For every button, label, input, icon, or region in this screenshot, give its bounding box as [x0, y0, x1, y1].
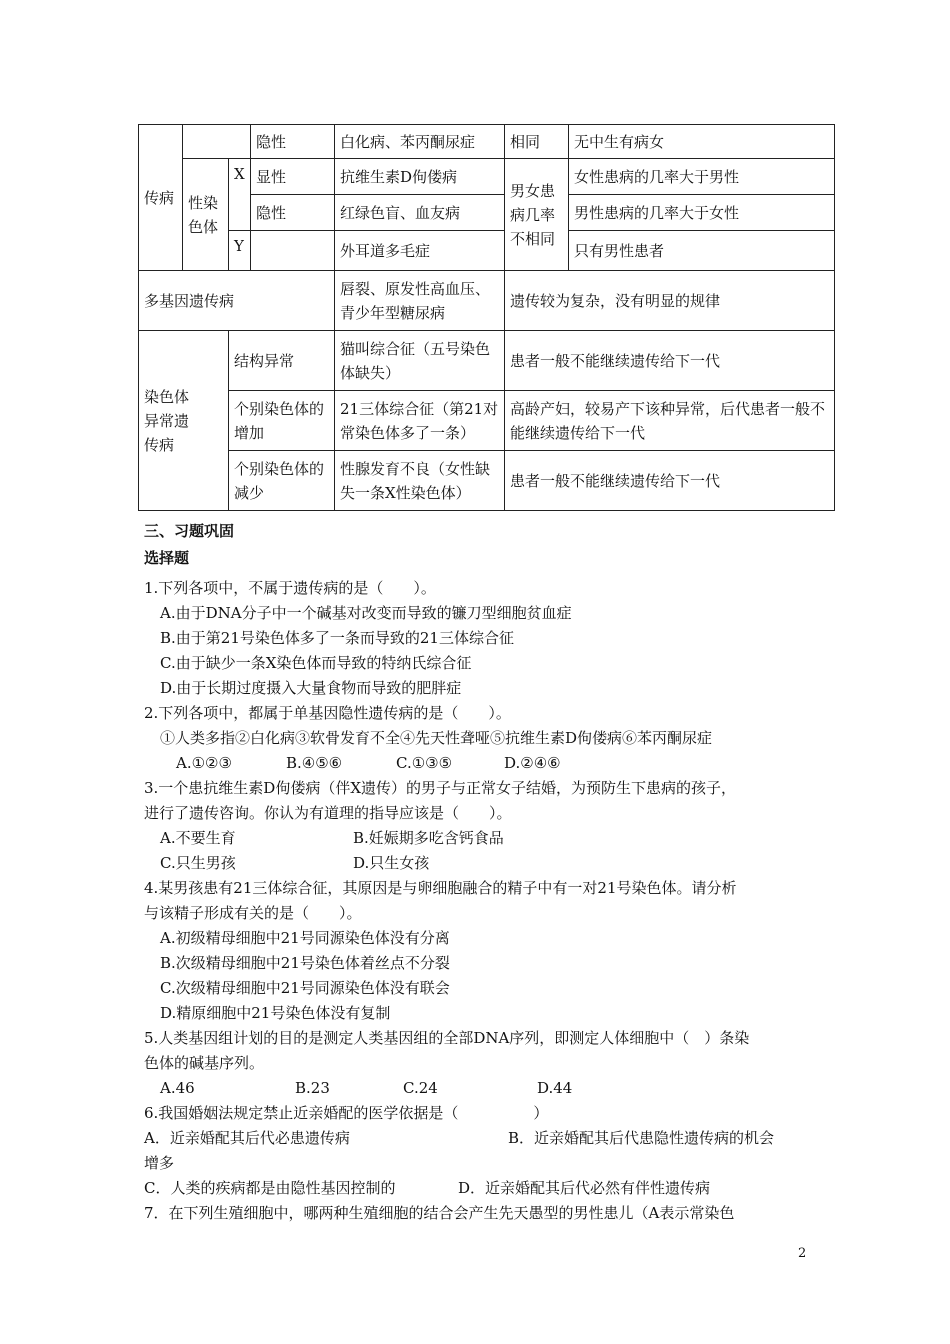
subsection-title: 选择题 — [144, 549, 190, 567]
exercise-line: C.次级精母细胞中21号同源染色体没有联会 — [160, 979, 450, 997]
page-number: 2 — [798, 1246, 807, 1261]
recessive-label: 隐性 — [251, 125, 335, 159]
exercise-line: B.妊娠期多吃含钙食品 — [353, 829, 504, 847]
exercise-line: 进行了遗传咨询。你认为有道理的指导应该是（ ）。 — [144, 804, 512, 822]
exercise-line: D.只生女孩 — [353, 854, 430, 872]
x-recessive-examples: 红绿色盲、血友病 — [335, 195, 505, 231]
exercise-line: C.由于缺少一条X染色体而导致的特纳氏综合征 — [160, 654, 472, 672]
y-examples: 外耳道多毛症 — [335, 231, 505, 271]
exercise-line: 与该精子形成有关的是（ ）。 — [144, 904, 362, 922]
exercise-line: D.由于长期过度摄入大量食物而导致的肥胖症 — [160, 679, 462, 697]
y-label: Y — [229, 231, 251, 271]
mono-group-label: 传病 — [139, 125, 183, 271]
section-title: 三、习题巩固 — [144, 522, 235, 540]
exercise-line: A.由于DNA分子中一个碱基对改变而导致的镰刀型细胞贫血症 — [160, 604, 572, 622]
poly-label: 多基因遗传病 — [139, 271, 335, 331]
exercise-line: C.24 — [403, 1079, 438, 1097]
chrom-example-0: 猫叫综合征（五号染色体缺失） — [335, 331, 505, 391]
exercise-line: A.46 — [160, 1079, 195, 1097]
genetic-disease-table — [138, 124, 835, 511]
dominant-examples: 抗维生素D佝偻病 — [335, 159, 505, 195]
exercise-line: C.①③⑤ — [396, 754, 453, 772]
exercise-line: 3.一个患抗维生素D佝偻病（伴X遗传）的男子与正常女子结婚，为预防生下患病的孩子， — [144, 779, 737, 797]
poly-note: 遗传较为复杂，没有明显的规律 — [505, 271, 835, 331]
exercise-line: 7．在下列生殖细胞中，哪两种生殖细胞的结合会产生先天愚型的男性患儿（A表示常染色 — [144, 1204, 735, 1222]
chrom-type-1: 个别染色体的增加 — [229, 391, 335, 451]
exercise-line: ①人类多指②白化病③软骨发育不全④先天性聋哑⑤抗维生素D佝偻病⑥苯丙酮尿症 — [160, 729, 713, 747]
chrom-note-0: 患者一般不能继续遗传给下一代 — [505, 331, 835, 391]
exercise-line: 色体的碱基序列。 — [144, 1054, 265, 1072]
exercise-line: 2.下列各项中，都属于单基因隐性遗传病的是（ ）。 — [144, 704, 511, 722]
chrom-type-0: 结构异常 — [229, 331, 335, 391]
autosome-cell — [183, 125, 251, 159]
dominant-note: 女性患病的几率大于男性 — [569, 159, 835, 195]
exercise-line: D.44 — [537, 1079, 573, 1097]
poly-examples: 唇裂、原发性高血压、青少年型糖尿病 — [335, 271, 505, 331]
exercise-line: A.不要生育 — [160, 829, 236, 847]
recessive-examples: 白化病、苯丙酮尿症 — [335, 125, 505, 159]
exercise-line: 4.某男孩患有21三体综合征，其原因是与卵细胞融合的精子中有一对21号染色体。请分析 — [144, 879, 737, 897]
exercise-line: A.初级精母细胞中21号同源染色体没有分离 — [160, 929, 450, 947]
exercise-line: C．人类的疾病都是由隐性基因控制的 — [144, 1179, 396, 1197]
exercise-line: D.②④⑥ — [504, 754, 561, 772]
exercise-line: C.只生男孩 — [160, 854, 236, 872]
chrom-type-2: 个别染色体的减少 — [229, 451, 335, 511]
exercise-line: 6.我国婚姻法规定禁止近亲婚配的医学依据是（ ） — [144, 1104, 549, 1122]
x-recessive-note: 男性患病的几率大于女性 — [569, 195, 835, 231]
exercise-line: D．近亲婚配其后代必然有伴性遗传病 — [458, 1179, 711, 1197]
exercise-line: A．近亲婚配其后代必患遗传病 — [144, 1129, 350, 1147]
x-label: X — [229, 159, 251, 231]
chrom-label: 染色体异常遗传病 — [139, 331, 229, 511]
exercise-line: 1.下列各项中，不属于遗传病的是（ ）。 — [144, 579, 436, 597]
chrom-example-1: 21三体综合征（第21对常染色体多了一条） — [335, 391, 505, 451]
exercise-line: B.由于第21号染色体多了一条而导致的21三体综合征 — [160, 629, 514, 647]
chrom-note-1: 高龄产妇，较易产下该种异常，后代患者一般不能继续遗传给下一代 — [505, 391, 835, 451]
exercise-line: B.次级精母细胞中21号染色体着丝点不分裂 — [160, 954, 450, 972]
exercise-line: B.④⑤⑥ — [286, 754, 343, 772]
sex-chromosome-label: 性染色体 — [183, 159, 229, 271]
exercise-line: B.23 — [295, 1079, 330, 1097]
same-label: 相同 — [505, 125, 569, 159]
same-note: 无中生有病女 — [569, 125, 835, 159]
exercise-line: D.精原细胞中21号染色体没有复制 — [160, 1004, 391, 1022]
exercise-line: B．近亲婚配其后代患隐性遗传病的机会 — [508, 1129, 775, 1147]
exercise-line: A.①②③ — [176, 754, 232, 772]
exercise-line: 5.人类基因组计划的目的是测定人类基因组的全部DNA序列，即测定人体细胞中（ ）条染 — [144, 1029, 750, 1047]
exercise-line: 增多 — [144, 1154, 175, 1172]
dominant-label: 显性 — [251, 159, 335, 195]
y-empty-cell — [251, 231, 335, 271]
y-note: 只有男性患者 — [569, 231, 835, 271]
chrom-note-2: 患者一般不能继续遗传给下一代 — [505, 451, 835, 511]
chrom-example-2: 性腺发育不良（女性缺失一条X性染色体） — [335, 451, 505, 511]
x-recessive-label: 隐性 — [251, 195, 335, 231]
diff-label: 男女患病几率不相同 — [505, 159, 569, 271]
